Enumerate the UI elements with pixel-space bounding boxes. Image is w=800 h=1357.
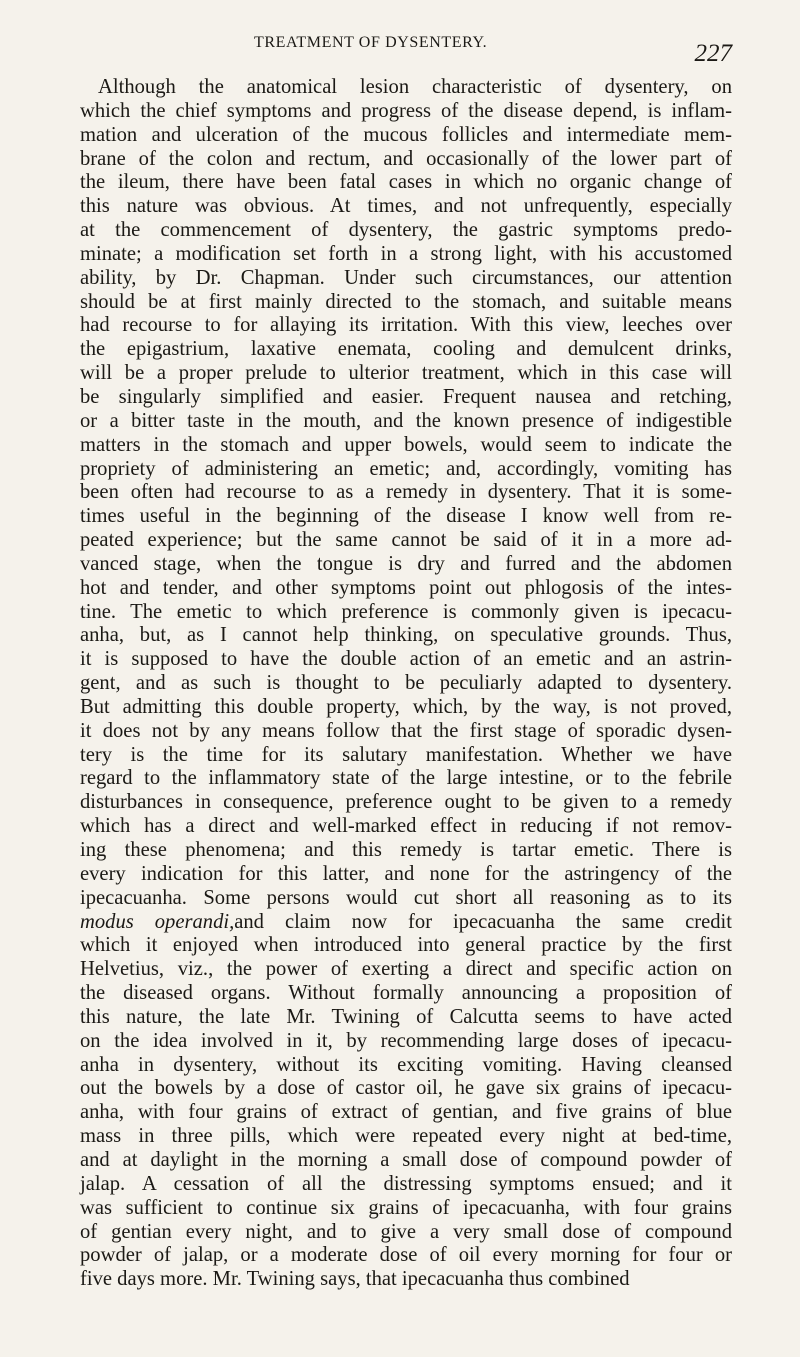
text-line: mass in three pills, which were repeated every night at bed-time, <box>80 1125 732 1148</box>
text-line: matters in the stomach and upper bowels, would seem to indicate the <box>80 433 732 456</box>
text-line: of gentian every night, and to give a very small dose of compound <box>80 1220 732 1243</box>
text-line: tine. The emetic to which preference is commonly given is ipecacu- <box>80 600 732 623</box>
text-line: ipecacuanha. Some persons would cut short all reasoning as to its <box>80 886 732 909</box>
text-line: gent, and as such is thought to be peculiarly adapted to dysentery. <box>80 672 732 695</box>
text-line: the diseased organs. Without formally announcing a proposition of <box>80 982 732 1005</box>
text-line: Although the anatomical lesion characteristic of dysentery, on <box>98 76 732 98</box>
text-line-italic-phrase <box>80 911 732 935</box>
italic-phrase: modus operandi, <box>80 910 235 933</box>
page-number: 227 <box>694 40 732 67</box>
text-line: been often had recourse to as a remedy in dysentery. That it is some- <box>80 481 732 504</box>
text-line: mation and ulceration of the mucous follicles and intermediate mem- <box>80 123 732 146</box>
text-line: will be a proper prelude to ulterior treatment, which in this case will <box>80 362 732 385</box>
text-line: and at daylight in the morning a small dose of compound powder of <box>80 1148 732 1171</box>
text-line: anha in dysentery, without its exciting vomiting. Having cleansed <box>80 1053 732 1076</box>
text-line: should be at first mainly directed to the stomach, and suitable means <box>80 290 732 313</box>
text-line: powder of jalap, or a moderate dose of oil every morning for four or <box>80 1244 732 1267</box>
text-line: But admitting this double property, which, by the way, is not proved, <box>80 695 732 718</box>
text-line: five days more. Mr. Twining says, that ipecacuanha thus combined <box>80 1268 630 1291</box>
text-line: regard to the inflammatory state of the large intestine, or to the febrile <box>80 767 732 790</box>
text-line: Helvetius, viz., the power of exerting a direct and specific action on <box>80 958 732 981</box>
text-line: tery is the time for its salutary manifestation. Whether we have <box>80 743 732 766</box>
text-line: anha, but, as I cannot help thinking, on speculative grounds. Thus, <box>80 624 732 647</box>
text-line: this nature, the late Mr. Twining of Calcutta seems to have acted <box>80 1005 732 1028</box>
text-line: had recourse to for allaying its irritation. With this view, leeches over <box>80 314 732 337</box>
text-line: out the bowels by a dose of castor oil, he gave six grains of ipecacu- <box>80 1077 732 1100</box>
text-line: or a bitter taste in the mouth, and the known presence of indigestible <box>80 409 732 432</box>
text-line: propriety of administering an emetic; and, accordingly, vomiting has <box>80 457 732 480</box>
text-line: which it enjoyed when introduced into general practice by the first <box>80 934 732 957</box>
page-header <box>82 34 732 67</box>
text-line: the ileum, there have been fatal cases in which no organic change of <box>80 171 732 194</box>
text-line: which has a direct and well-marked effect in reducing if not remov- <box>80 815 732 838</box>
text-line: this nature was obvious. At times, and not unfrequently, especially <box>80 195 732 218</box>
text-line: jalap. A cessation of all the distressing symptoms ensued; and it <box>80 1172 732 1195</box>
text-line: be singularly simplified and easier. Frequent nausea and retching, <box>80 385 732 408</box>
text-line: it is supposed to have the double action of an emetic and an astrin- <box>80 648 732 671</box>
text-line: peated experience; but the same cannot be said of it in a more ad- <box>80 529 732 552</box>
text-line: at the commencement of dysentery, the gastric symptoms predo- <box>80 219 732 242</box>
text-line: hot and tender, and other symptoms point out phlogosis of the intes- <box>80 576 732 599</box>
text-line: ing these phenomena; and this remedy is tartar emetic. There is <box>80 839 732 861</box>
text-line: vanced stage, when the tongue is dry and furred and the abdomen <box>80 552 732 575</box>
text-line: the epigastrium, laxative enemata, cooling and demulcent drinks, <box>80 338 732 361</box>
text-line: it does not by any means follow that the first stage of sporadic dysen- <box>80 719 732 742</box>
running-title: TREATMENT OF DYSENTERY. <box>254 34 488 51</box>
text-line: times useful in the beginning of the disease I know well from re- <box>80 505 732 528</box>
text-line: which the chief symptoms and progress of the disease depend, is inflam- <box>80 99 732 122</box>
body-text <box>80 76 732 1292</box>
text-line: disturbances in consequence, preference ought to be given to a remedy <box>80 791 732 814</box>
text-line: every indication for this latter, and none for the astringency of the <box>80 862 732 885</box>
italic-line-rest: and claim now for ipecacuanha the same credit <box>234 910 732 933</box>
text-line: minate; a modification set forth in a strong light, with his accustomed <box>80 242 732 265</box>
text-line: ability, by Dr. Chapman. Under such circumstances, our attention <box>80 266 732 289</box>
text-line: was sufficient to continue six grains of ipecacuanha, with four grains <box>80 1196 732 1219</box>
text-line: anha, with four grains of extract of gentian, and five grains of blue <box>80 1101 732 1124</box>
text-line: on the idea involved in it, by recommending large doses of ipecacu- <box>80 1029 732 1052</box>
text-line: brane of the colon and rectum, and occasionally of the lower part of <box>80 147 732 170</box>
